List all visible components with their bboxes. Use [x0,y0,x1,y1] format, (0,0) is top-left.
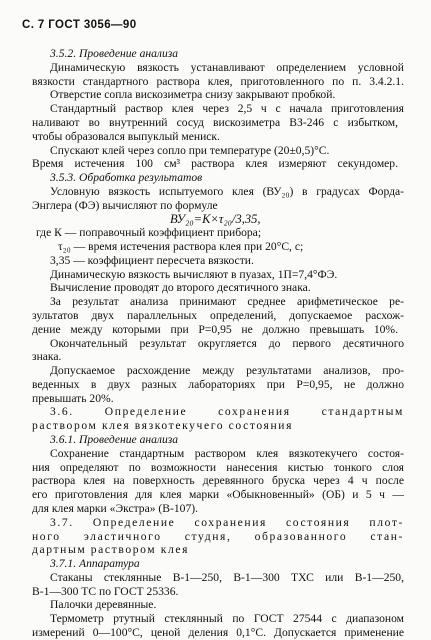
paragraph-line: вязкости стандартного раствора клея, приготовленного по п. 3.4.2.1. [32,74,404,88]
legend-line: 3,35 — коэффициент пересчета вязкости. [50,253,254,267]
section-heading-3-6-1: 3.6.1. Проведение анализа [50,433,179,446]
section-heading-3-7: 3.7. Определение сохранения состояния плот- [50,515,404,529]
paragraph-line: Палочки деревянные. [50,598,157,612]
paragraph-line: измерений 0—100°С, ценой деления 0,1°С. Допускается применение [32,626,404,639]
paragraph-line: Окончательный результат округляется до первого десятичного [50,336,404,350]
paragraph-line: Спускают клей через сопло при температуре (20±0,5)°С. [50,143,330,157]
section-heading-3-7-1: 3.7.1. Аппаратура [50,557,140,571]
paragraph-line: Термометр ртутный стеклянный по ГОСТ 27544 с диапазоном [50,612,404,626]
paragraph-line: Отверстие сопла вискозиметра снизу закрывают пробкой. [50,88,336,102]
paragraph-line: Динамическую вязкость устанавливают определением условной [50,60,404,74]
paragraph-line: для клея марки «Экстра» (В-107). [32,501,199,515]
paragraph-line: превышать 20%. [32,391,114,405]
paragraph-line: дение между которыми при Р=0,95 не должно превышать 10%. [32,322,398,336]
section-heading-3-7: дартным раствором клея [32,543,190,557]
paragraph-line: зультатов двух параллельных определений, допускаемое расхож- [32,308,404,322]
paragraph-line: веденных в двух разных лабораториях при Р=0,95, не должно [32,377,404,391]
paragraph-line: Стандартный раствор клея через 2,5 ч с начала приготовления [50,102,404,116]
section-heading-3-6: раствором клея вязкотекучего состояния [32,419,294,433]
section-heading-3-5-2: 3.5.2. Проведение анализа [50,47,179,60]
paragraph-line: За результат анализа принимают среднее арифметическое ре- [50,295,404,309]
paragraph-line: чтобы образовался выпуклый мениск. [32,129,220,143]
legend-line: где К — поправочный коэффициент прибора; [36,226,262,240]
paragraph-line: В-1—300 ТС по ГОСТ 25336. [32,584,179,598]
section-heading-3-7: ного эластичного студня, образованного стан- [32,529,404,543]
page-header: С. 7 ГОСТ 3056—90 [22,19,137,31]
section-heading-3-5-3: 3.5.3. Обработка результатов [50,171,203,185]
paragraph-line: раствора клея на поверхность деревянного бруска через 4 ч после [32,474,404,488]
paragraph-line: Вычисление проводят до второго десятичного знака. [50,281,311,295]
paragraph-line: Стаканы стеклянные В-1—250, В-1—300 ТХС или В-1—250, [50,570,404,584]
paragraph-line: его приготовления для клея марки «Обыкновенный» (ОБ) и 5 ч — [32,488,404,502]
paragraph-line: знака. [32,350,62,364]
paragraph-line: Динамическую вязкость вычисляют в пуазах, 1П=7,4°ФЭ. [50,267,338,281]
formula: ВУ₂₀=К×τ₂₀/3,35, [170,212,261,227]
section-heading-3-6: 3.6. Определение сохранения стандартным [50,405,404,419]
paragraph-line: ния определяют по возможности нанесения кистью тонкого слоя [32,460,404,474]
paragraph-line: Допускаемое расхождение между результатами анализов, про- [50,364,404,378]
paragraph-line: Условную вязкость испытуемого клея (ВУ₂₀) в градусах Форда- [50,184,404,198]
paragraph-line: Время истечения 100 см³ раствора клея измеряют секундомер. [32,157,398,171]
paragraph-line: Сохранение стандартным раствором клея вязкотекучего состоя- [50,446,404,460]
paragraph-line: наливают во внутренний сосуд вискозиметра ВЗ-246 с избытком, [32,115,398,129]
legend-line: τ₂₀ — время истечения раствора клея при 20°С, с; [58,240,304,253]
paragraph-line: Энглера (ФЭ) вычисляют по формуле [32,198,218,212]
